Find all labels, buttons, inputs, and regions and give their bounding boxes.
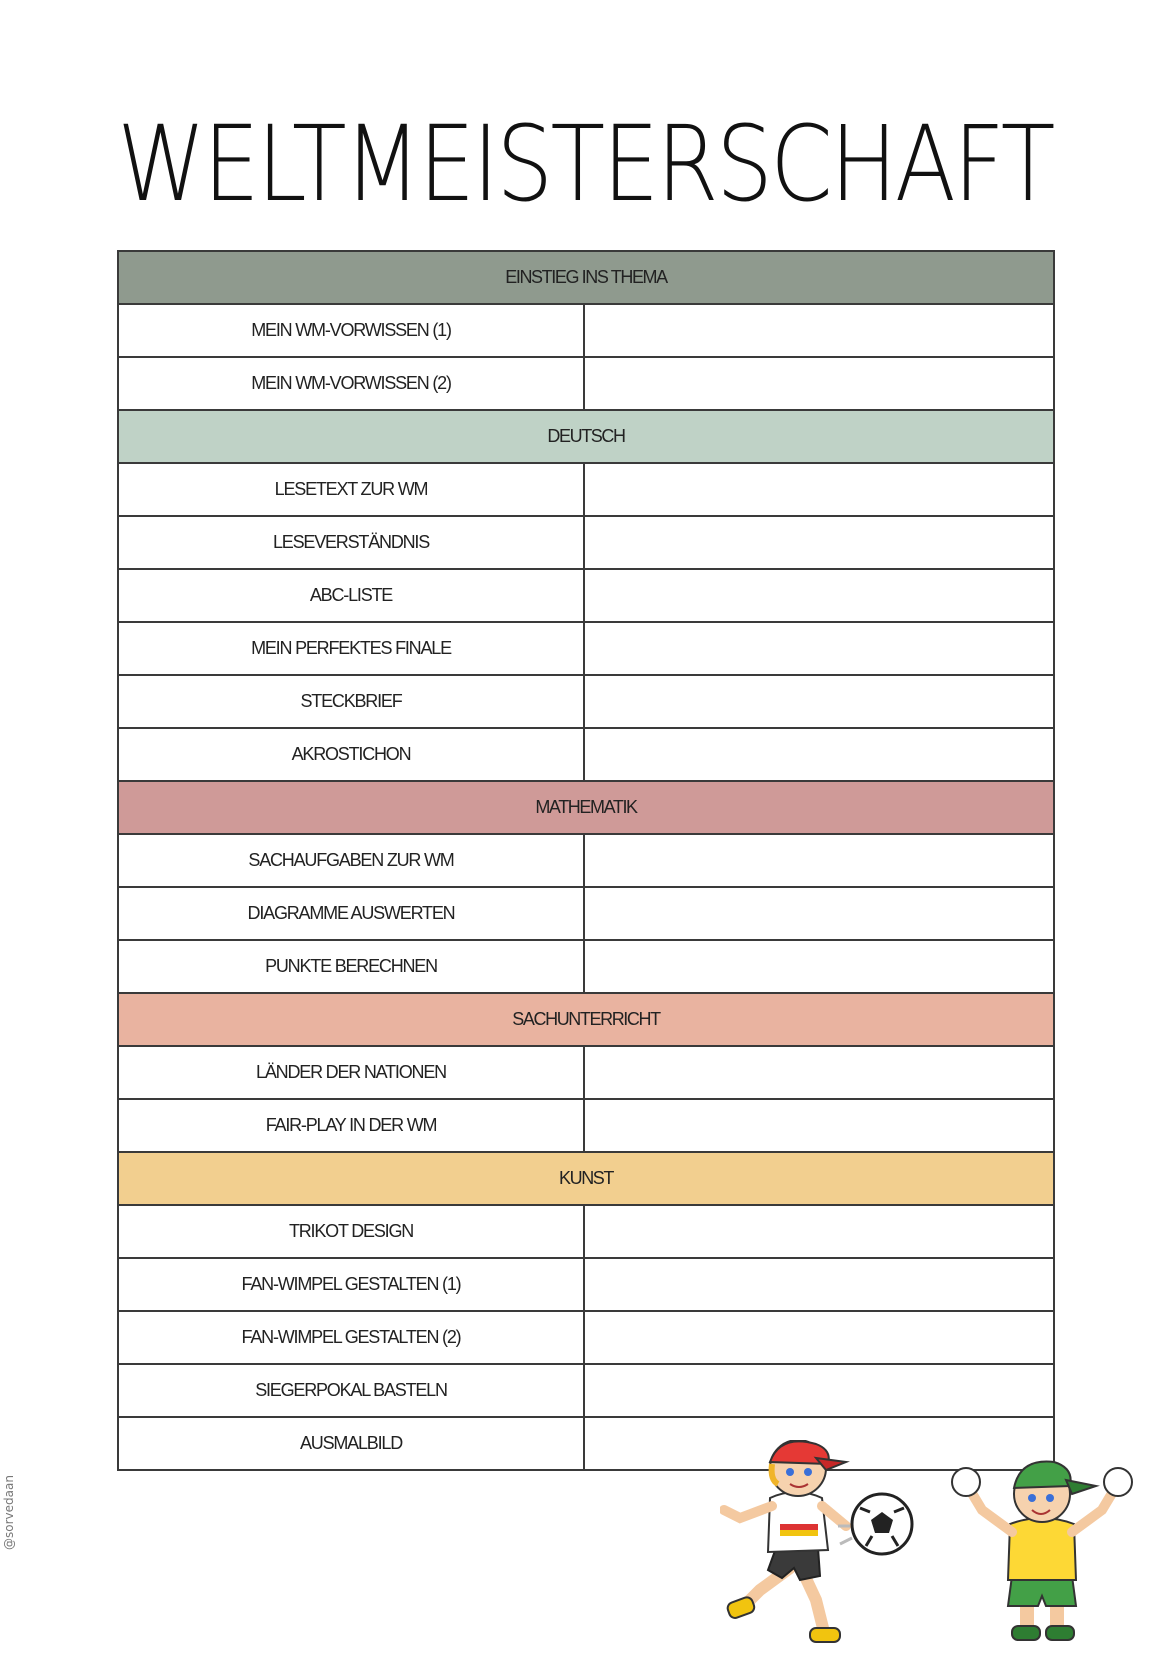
station-checkbox-cell	[584, 1311, 1054, 1364]
copyright-text: @sorvedaan	[2, 1475, 16, 1550]
station-row	[118, 1099, 1054, 1152]
section-header-row	[118, 1152, 1054, 1205]
station-row	[118, 834, 1054, 887]
station-checkbox-cell	[584, 304, 1054, 357]
section-header-row	[118, 251, 1054, 304]
station-overview-table	[117, 250, 1055, 1471]
goalkeeper-icon	[952, 1462, 1132, 1640]
station-checkbox-cell	[584, 463, 1054, 516]
station-overview-body	[118, 251, 1054, 1470]
station-label: SIEGERPOKAL BASTELN	[118, 1364, 584, 1417]
station-label: AKROSTICHON	[118, 728, 584, 781]
soccer-player-icon	[724, 1440, 846, 1642]
section-header-row	[118, 993, 1054, 1046]
station-label: LESEVERSTÄNDNIS	[118, 516, 584, 569]
station-label: PUNKTE BERECHNEN	[118, 940, 584, 993]
station-checkbox-cell	[584, 569, 1054, 622]
station-label: FAIR-PLAY IN DER WM	[118, 1099, 584, 1152]
station-checkbox-cell	[584, 1205, 1054, 1258]
station-label: LÄNDER DER NATIONEN	[118, 1046, 584, 1099]
station-label: FAN-WIMPEL GESTALTEN (1)	[118, 1258, 584, 1311]
soccer-kids-illustration	[720, 1440, 1160, 1651]
station-row	[118, 1311, 1054, 1364]
station-checkbox-cell	[584, 516, 1054, 569]
station-row	[118, 887, 1054, 940]
station-label: MEIN PERFEKTES FINALE	[118, 622, 584, 675]
station-checkbox-cell	[584, 1046, 1054, 1099]
station-checkbox-cell	[584, 1258, 1054, 1311]
station-label: TRIKOT DESIGN	[118, 1205, 584, 1258]
station-checkbox-cell	[584, 1364, 1054, 1417]
station-checkbox-cell	[584, 675, 1054, 728]
station-checkbox-cell	[584, 834, 1054, 887]
station-label: STECKBRIEF	[118, 675, 584, 728]
station-checkbox-cell	[584, 887, 1054, 940]
station-row	[118, 940, 1054, 993]
station-row	[118, 1205, 1054, 1258]
station-row	[118, 304, 1054, 357]
station-label: MEIN WM-VORWISSEN (1)	[118, 304, 584, 357]
station-row	[118, 357, 1054, 410]
station-checkbox-cell	[584, 940, 1054, 993]
station-row	[118, 1046, 1054, 1099]
soccer-kids-svg	[720, 1440, 1160, 1651]
station-label: ABC-LISTE	[118, 569, 584, 622]
station-row	[118, 728, 1054, 781]
station-row	[118, 675, 1054, 728]
station-row	[118, 463, 1054, 516]
section-header-row	[118, 781, 1054, 834]
page-title: WELTMEISTERSCHAFT	[117, 103, 1053, 225]
station-checkbox-cell	[584, 622, 1054, 675]
station-checkbox-cell	[584, 1099, 1054, 1152]
station-label: DIAGRAMME AUSWERTEN	[118, 887, 584, 940]
station-checkbox-cell	[584, 728, 1054, 781]
station-checkbox-cell	[584, 357, 1054, 410]
station-label: MEIN WM-VORWISSEN (2)	[118, 357, 584, 410]
station-label: SACHAUFGABEN ZUR WM	[118, 834, 584, 887]
section-header: KUNST	[118, 1152, 1054, 1205]
station-row	[118, 1364, 1054, 1417]
section-header: MATHEMATIK	[118, 781, 1054, 834]
station-row	[118, 1258, 1054, 1311]
station-row	[118, 569, 1054, 622]
section-header: SACHUNTERRICHT	[118, 993, 1054, 1046]
section-header: DEUTSCH	[118, 410, 1054, 463]
station-row	[118, 622, 1054, 675]
station-label: LESETEXT ZUR WM	[118, 463, 584, 516]
station-label: FAN-WIMPEL GESTALTEN (2)	[118, 1311, 584, 1364]
station-row	[118, 516, 1054, 569]
station-label: AUSMALBILD	[118, 1417, 584, 1470]
section-header: EINSTIEG INS THEMA	[118, 251, 1054, 304]
section-header-row	[118, 410, 1054, 463]
